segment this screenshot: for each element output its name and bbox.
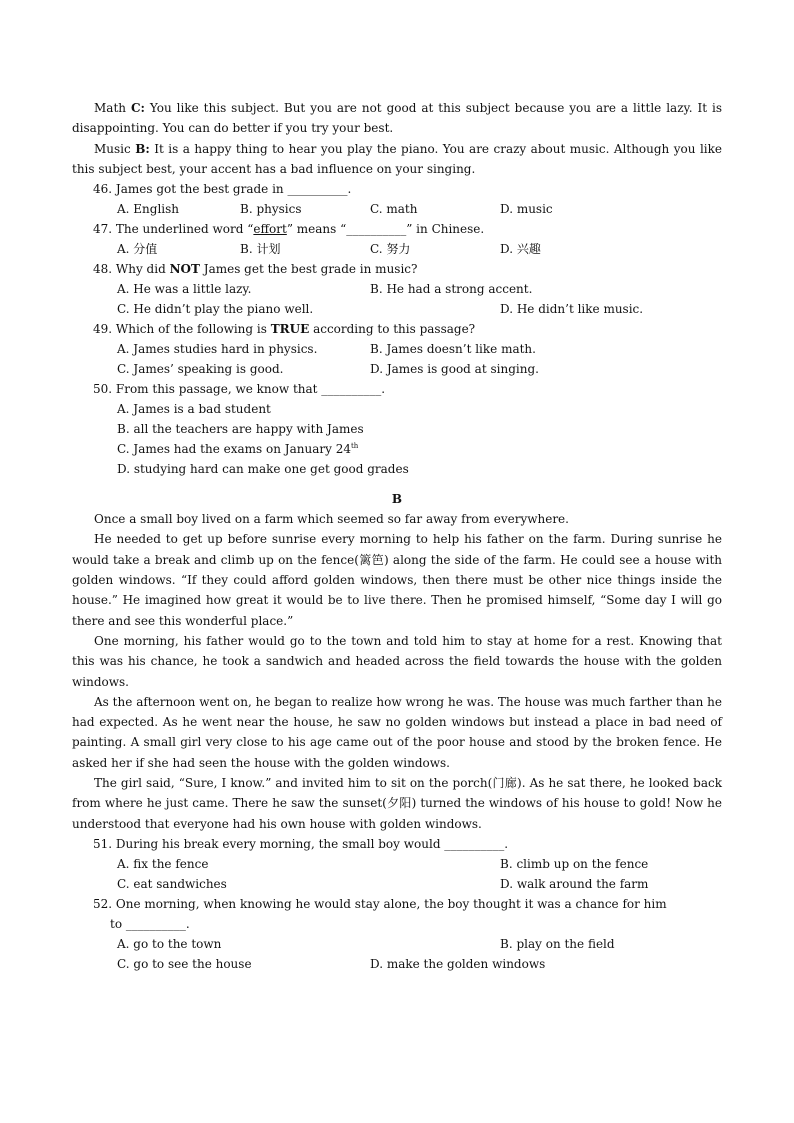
- exam-page: [72, 98, 722, 974]
- question-48-options-row2: [72, 299, 722, 319]
- question-52-continuation: to __________.: [110, 916, 190, 931]
- option-c[interactable]: C. eat sandwiches: [117, 876, 227, 891]
- question-47-options: [72, 239, 722, 259]
- question-49: 49. Which of the following is TRUE according to this passage?: [93, 322, 476, 337]
- option-b[interactable]: B. James doesn’t like math.: [370, 342, 536, 357]
- option-c[interactable]: C. 努力: [370, 242, 411, 257]
- question-48-options-row1: [72, 279, 722, 299]
- passage-b-paragraph: As the afternoon went on, he began to realize how wrong he was. The house was much farther than he had expected. As he went near the house, he saw no golden windows but instead a place in bad need of painting. A small girl very close to his age came out of the poor house and stood by the broken fence. He asked her if she had seen the house with the golden windows.: [72, 694, 722, 770]
- option-b[interactable]: B. climb up on the fence: [500, 856, 649, 871]
- option-a[interactable]: A. fix the fence: [117, 856, 209, 871]
- option-c[interactable]: C. go to see the house: [117, 956, 252, 971]
- question-51: 51. During his break every morning, the small boy would __________.: [93, 836, 509, 851]
- option-d[interactable]: D. studying hard can make one get good grades: [117, 462, 409, 477]
- question-47: 47. The underlined word “effort” means “__________” in Chinese.: [93, 222, 485, 237]
- option-a[interactable]: A. go to the town: [117, 936, 222, 951]
- option-d[interactable]: D. music: [500, 202, 553, 217]
- underlined-word: effort: [253, 222, 287, 237]
- question-52-options-row2: [72, 954, 722, 974]
- option-a[interactable]: A. He was a little lazy.: [117, 282, 252, 297]
- question-49-options-row2: [72, 359, 722, 379]
- option-a[interactable]: A. 分值: [117, 242, 158, 257]
- question-52: 52. One morning, when knowing he would stay alone, the boy thought it was a chance for him: [93, 896, 667, 911]
- option-c[interactable]: C. James’ speaking is good.: [117, 362, 284, 377]
- question-51-options-row2: [72, 874, 722, 894]
- question-51-options-row1: [72, 854, 722, 874]
- option-c[interactable]: C. He didn’t play the piano well.: [117, 302, 314, 317]
- option-d[interactable]: D. walk around the farm: [500, 876, 649, 891]
- option-d[interactable]: D. 兴趣: [500, 242, 541, 257]
- option-b[interactable]: B. 计划: [240, 242, 281, 257]
- question-49-options-row1: [72, 339, 722, 359]
- question-46-options: [72, 199, 722, 219]
- option-d[interactable]: D. make the golden windows: [370, 956, 546, 971]
- math-comment: Math C: You like this subject. But you are not good at this subject because you are a little lazy. It is disappointing. You can do better if you try your best.: [72, 101, 722, 136]
- passage-b-paragraph: He needed to get up before sunrise every morning to help his father on the farm. During sunrise he would take a break and climb up on the fence(篱笆) along the side of the farm. He could see a house with golden windows. “If they could afford golden windows, then there must be other nice things inside the house.” He imagined how great it would be to live there. Then he promised himself, “Some day I will go there and see this wonderful place.”: [72, 532, 722, 628]
- option-a[interactable]: A. James is a bad student: [117, 402, 271, 417]
- option-a[interactable]: A. James studies hard in physics.: [117, 342, 318, 357]
- passage-b-paragraph: One morning, his father would go to the town and told him to stay at home for a rest. Knowing that this was his chance, he took a sandwich and headed across the field towards the house with the golden windows.: [72, 633, 722, 689]
- passage-b-paragraph: Once a small boy lived on a farm which seemed so far away from everywhere.: [94, 512, 569, 527]
- option-c[interactable]: C. James had the exams on January 24th: [117, 442, 359, 457]
- option-b[interactable]: B. all the teachers are happy with James: [117, 422, 364, 437]
- option-d[interactable]: D. James is good at singing.: [370, 362, 539, 377]
- option-d[interactable]: D. He didn’t like music.: [500, 302, 644, 317]
- option-c[interactable]: C. math: [370, 202, 418, 217]
- question-52-options-row1: [72, 934, 722, 954]
- question-50: 50. From this passage, we know that __________.: [93, 382, 386, 397]
- option-b[interactable]: B. physics: [240, 202, 302, 217]
- music-comment: Music B: It is a happy thing to hear you play the piano. You are crazy about music. Although you like this subject best, your accent has a bad influence on your singing.: [72, 141, 722, 176]
- option-b[interactable]: B. play on the field: [500, 936, 615, 951]
- option-a[interactable]: A. English: [117, 202, 180, 217]
- question-48: 48. Why did NOT James get the best grade in music?: [93, 262, 418, 277]
- question-46: 46. James got the best grade in __________.: [93, 182, 352, 197]
- passage-b-paragraph: The girl said, “Sure, I know.” and invited him to sit on the porch(门廊). As he sat there, he looked back from where he just came. There he saw the sunset(夕阳) turned the windows of his house to gold! Now he understood that everyone had his own house with golden windows.: [72, 776, 722, 831]
- section-b-heading: B: [391, 492, 403, 507]
- option-b[interactable]: B. He had a strong accent.: [370, 282, 533, 297]
